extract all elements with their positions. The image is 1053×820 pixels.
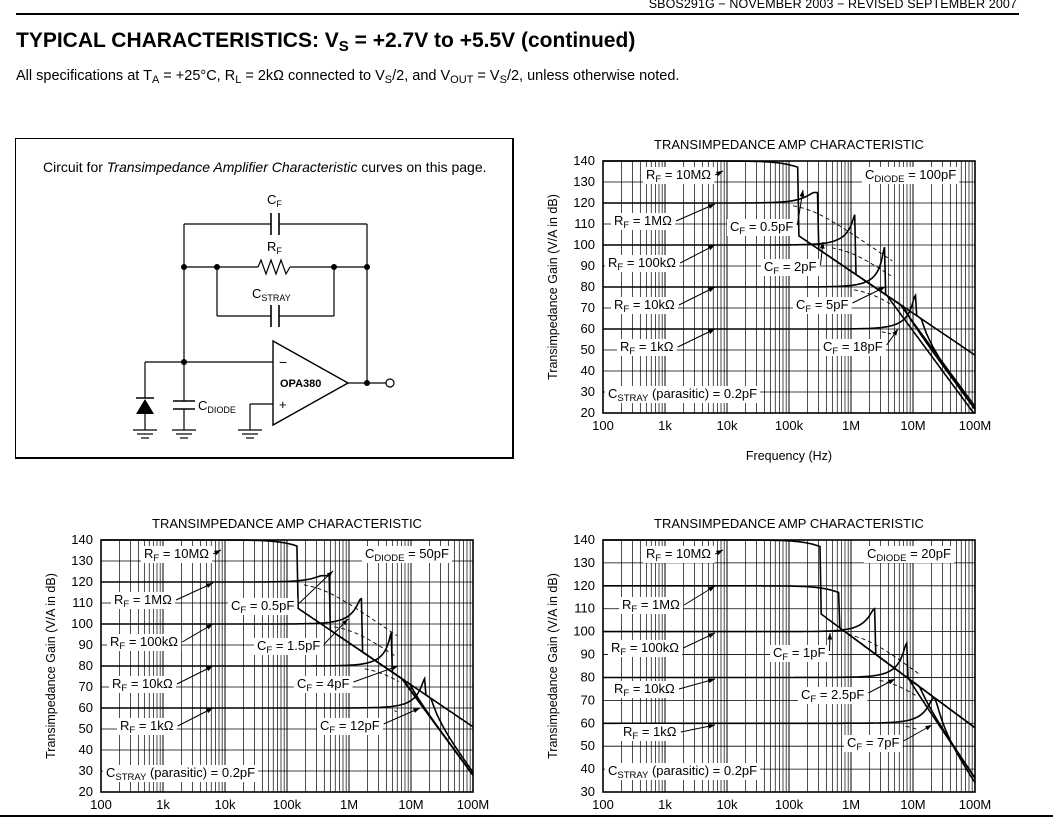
y-tick-label: 70 bbox=[580, 692, 595, 708]
y-tick-label: 50 bbox=[78, 721, 93, 736]
y-tick-label: 100 bbox=[71, 616, 93, 631]
y-tick-label: 50 bbox=[580, 738, 595, 754]
y-tick-label: 40 bbox=[580, 761, 595, 777]
junction-dot bbox=[181, 264, 187, 270]
y-axis-label: Transimpedance Gain (V/A in dB) bbox=[44, 573, 58, 759]
cf-label-3: $C_F = 2.5pF$ bbox=[801, 687, 865, 705]
x-tick-label: 10M bbox=[900, 418, 926, 433]
x-tick-label: 100k bbox=[774, 797, 804, 812]
y-tick-label: 80 bbox=[580, 669, 595, 685]
y-tick-label: 120 bbox=[573, 195, 595, 210]
arrow-head-icon bbox=[800, 190, 805, 197]
junction-dot bbox=[331, 264, 337, 270]
arrow-head-icon bbox=[413, 708, 420, 713]
cstray-label: $C_{STRAY}$ (parasitic) = 0.2pF bbox=[608, 763, 758, 781]
x-tick-label: 100 bbox=[592, 418, 614, 433]
arrow-head-icon bbox=[708, 204, 715, 209]
arrow-head-icon bbox=[206, 624, 213, 629]
arrow-head-icon bbox=[708, 678, 715, 683]
junction-dot bbox=[214, 264, 220, 270]
x-tick-label: 1k bbox=[658, 418, 672, 433]
noninverting-input-symbol: + bbox=[279, 397, 287, 412]
y-tick-label: 30 bbox=[580, 784, 595, 799]
rf-label-2: $R_F = 100k\Omega$ bbox=[110, 634, 178, 652]
chart-cdiode-100pf bbox=[540, 132, 1010, 464]
arrow-head-icon bbox=[827, 633, 832, 640]
y-tick-label: 40 bbox=[78, 742, 93, 757]
y-tick-label: 50 bbox=[580, 342, 595, 357]
rf-label-0: $R_F = 10M\Omega$ bbox=[144, 546, 210, 564]
arrow-head-icon bbox=[888, 679, 895, 684]
cdiode-label: $C_{DIODE} = 20pF$ bbox=[867, 546, 951, 564]
arrow-head-icon bbox=[708, 586, 715, 591]
rf-label-0: $R_F = 10M\Omega$ bbox=[646, 546, 712, 564]
x-tick-label: 1M bbox=[339, 797, 359, 812]
rf-label-1: $R_F = 1M\Omega$ bbox=[614, 213, 672, 231]
y-tick-label: 140 bbox=[573, 532, 595, 547]
cf-label-2: $C_F = 1.5pF$ bbox=[257, 638, 321, 656]
circuit-schematic bbox=[0, 0, 520, 470]
chart-cdiode-50pf bbox=[38, 511, 508, 820]
annotation-arrow bbox=[353, 666, 398, 682]
cf-label-3: $C_F = 5pF$ bbox=[796, 297, 849, 315]
y-tick-label: 110 bbox=[574, 600, 595, 616]
arrow-head-icon bbox=[206, 583, 213, 588]
arrow-head-icon bbox=[708, 724, 715, 729]
arrow-head-icon bbox=[206, 666, 213, 671]
x-tick-label: 100M bbox=[958, 418, 992, 433]
ideal-response-dashed-line bbox=[882, 332, 891, 334]
y-tick-label: 90 bbox=[78, 637, 93, 652]
x-axis-label: Frequency (Hz) bbox=[745, 449, 833, 463]
cf-label-4: $C_F = 18pF$ bbox=[823, 339, 883, 357]
y-tick-label: 80 bbox=[580, 279, 595, 294]
y-tick-label: 60 bbox=[580, 715, 595, 731]
x-tick-label: 1M bbox=[841, 418, 861, 433]
rf-label-4: $R_F = 1k\Omega$ bbox=[623, 724, 677, 742]
chart-cdiode-20pf bbox=[540, 511, 1010, 820]
y-axis-label: Transimpedance Gain (V/A in dB) bbox=[546, 573, 560, 759]
rf-label-3: $R_F = 10k\Omega$ bbox=[614, 681, 675, 699]
ideal-response-dashed-line bbox=[334, 627, 396, 657]
y-tick-label: 20 bbox=[580, 405, 595, 420]
photodiode-icon bbox=[136, 399, 154, 414]
y-tick-label: 90 bbox=[580, 258, 595, 273]
ideal-response-dashed-line bbox=[394, 711, 397, 712]
rf-label-4: $R_F = 1k\Omega$ bbox=[120, 718, 174, 736]
ideal-response-dashed-line bbox=[365, 669, 399, 682]
page-bottom-rule bbox=[0, 815, 1053, 817]
y-tick-label: 140 bbox=[573, 153, 595, 168]
arrow-head-icon bbox=[708, 287, 715, 292]
x-tick-label: 100 bbox=[592, 797, 614, 812]
rf-label-1: $R_F = 1M\Omega$ bbox=[114, 592, 172, 610]
arrow-head-icon bbox=[206, 708, 213, 713]
rf-label-2: $R_F = 100k\Omega$ bbox=[608, 255, 676, 273]
arrow-head-icon bbox=[708, 633, 715, 638]
cf-label: $C_F$ bbox=[267, 192, 282, 209]
x-tick-label: 100 bbox=[90, 797, 112, 812]
y-tick-label: 60 bbox=[78, 700, 93, 715]
y-tick-label: 110 bbox=[72, 595, 93, 610]
y-tick-label: 100 bbox=[573, 623, 595, 639]
document-reference: SBOS291G − NOVEMBER 2003 − REVISED SEPTEMBER 2007 bbox=[648, 0, 1017, 11]
annotation-arrow bbox=[298, 571, 333, 604]
y-tick-label: 60 bbox=[580, 321, 595, 336]
junction-dot bbox=[364, 380, 370, 386]
cdiode-label: $C_{DIODE} = 50pF$ bbox=[365, 546, 449, 564]
rf-label: $R_F$ bbox=[267, 239, 282, 256]
x-tick-label: 100k bbox=[272, 797, 302, 812]
y-tick-label: 100 bbox=[573, 237, 595, 252]
cf-label-1: $C_F = 0.5pF$ bbox=[730, 219, 794, 237]
x-tick-label: 10k bbox=[716, 418, 738, 433]
x-tick-label: 100k bbox=[774, 418, 804, 433]
y-tick-label: 120 bbox=[573, 577, 595, 593]
cf-label-4: $C_F = 12pF$ bbox=[320, 718, 380, 736]
y-tick-label: 40 bbox=[580, 363, 595, 378]
opamp-label: OPA380 bbox=[280, 378, 322, 390]
rf-label-0: $R_F = 10M\Omega$ bbox=[646, 167, 712, 185]
y-tick-label: 80 bbox=[78, 658, 93, 673]
inverting-input-symbol: − bbox=[279, 354, 288, 370]
chart-title: TRANSIMPEDANCE AMP CHARACTERISTIC bbox=[654, 516, 924, 531]
circuit-caption: Circuit for Transimpedance Amplifier Characteristic curves on this page. bbox=[43, 159, 487, 175]
y-tick-label: 130 bbox=[573, 174, 595, 189]
rf-label-2: $R_F = 100k\Omega$ bbox=[611, 640, 679, 658]
y-tick-label: 140 bbox=[71, 532, 93, 547]
ideal-response-dashed-line bbox=[906, 726, 918, 729]
cstray-label: $C_{STRAY}$ bbox=[252, 286, 291, 303]
x-tick-label: 100M bbox=[958, 797, 992, 812]
cstray-label: $C_{STRAY}$ (parasitic) = 0.2pF bbox=[608, 386, 758, 404]
cf-label-3: $C_F = 4pF$ bbox=[297, 676, 350, 694]
x-tick-label: 1M bbox=[841, 797, 861, 812]
ideal-response-dashed-line bbox=[304, 585, 397, 636]
arrow-head-icon bbox=[925, 725, 932, 730]
chart-grid bbox=[603, 540, 975, 792]
x-tick-label: 10M bbox=[398, 797, 424, 812]
rf-label-1: $R_F = 1M\Omega$ bbox=[622, 597, 680, 615]
y-tick-label: 130 bbox=[573, 554, 595, 570]
junction-dot bbox=[364, 264, 370, 270]
x-tick-label: 10M bbox=[900, 797, 926, 812]
x-tick-label: 100M bbox=[456, 797, 490, 812]
x-tick-label: 1k bbox=[658, 797, 672, 812]
y-axis-label: Transimpedance Gain (V/A in dB) bbox=[546, 194, 560, 380]
spec-note: All specifications at $T_A = +25^\circ C$, $R_L = 2k\Omega$ connected to $V_S/2$, and $V_{OUT} = V_S/2$, unless otherwise noted. bbox=[16, 68, 680, 86]
cdiode-label: $C_{DIODE} = 100pF$ bbox=[865, 167, 957, 185]
rf-label-3: $R_F = 10k\Omega$ bbox=[112, 676, 173, 694]
x-tick-label: 10k bbox=[214, 797, 236, 812]
arrow-head-icon bbox=[892, 329, 898, 336]
cdiode-label: $C_{DIODE}$ bbox=[198, 398, 236, 415]
cf-label-2: $C_F = 2pF$ bbox=[764, 259, 817, 277]
rf-label-4: $R_F = 1k\Omega$ bbox=[620, 339, 674, 357]
arrow-head-icon bbox=[708, 245, 715, 250]
y-tick-label: 70 bbox=[78, 679, 93, 694]
section-title: TYPICAL CHARACTERISTICS: $V_S = +2.7V$ to +5.5V (continued) bbox=[16, 29, 636, 55]
x-tick-label: 1k bbox=[156, 797, 170, 812]
y-tick-label: 90 bbox=[580, 646, 595, 662]
y-tick-label: 20 bbox=[78, 784, 93, 799]
rf-label-3: $R_F = 10k\Omega$ bbox=[614, 297, 675, 315]
cf-label-2: $C_F = 1pF$ bbox=[773, 645, 826, 663]
junction-dot bbox=[181, 359, 187, 365]
y-tick-label: 110 bbox=[574, 216, 595, 231]
y-tick-label: 130 bbox=[71, 553, 93, 568]
y-tick-label: 120 bbox=[71, 574, 93, 589]
cf-label-1: $C_F = 0.5pF$ bbox=[231, 598, 295, 616]
chart-title: TRANSIMPEDANCE AMP CHARACTERISTIC bbox=[152, 516, 422, 531]
y-tick-label: 30 bbox=[580, 384, 595, 399]
y-tick-label: 30 bbox=[78, 763, 93, 778]
chart-title: TRANSIMPEDANCE AMP CHARACTERISTIC bbox=[654, 137, 924, 152]
y-tick-label: 70 bbox=[580, 300, 595, 315]
arrow-head-icon bbox=[708, 329, 715, 334]
cf-label-4: $C_F = 7pF$ bbox=[847, 735, 900, 753]
output-terminal-icon bbox=[386, 379, 394, 387]
x-tick-label: 10k bbox=[716, 797, 738, 812]
cstray-label: $C_{STRAY}$ (parasitic) = 0.2pF bbox=[106, 765, 256, 783]
